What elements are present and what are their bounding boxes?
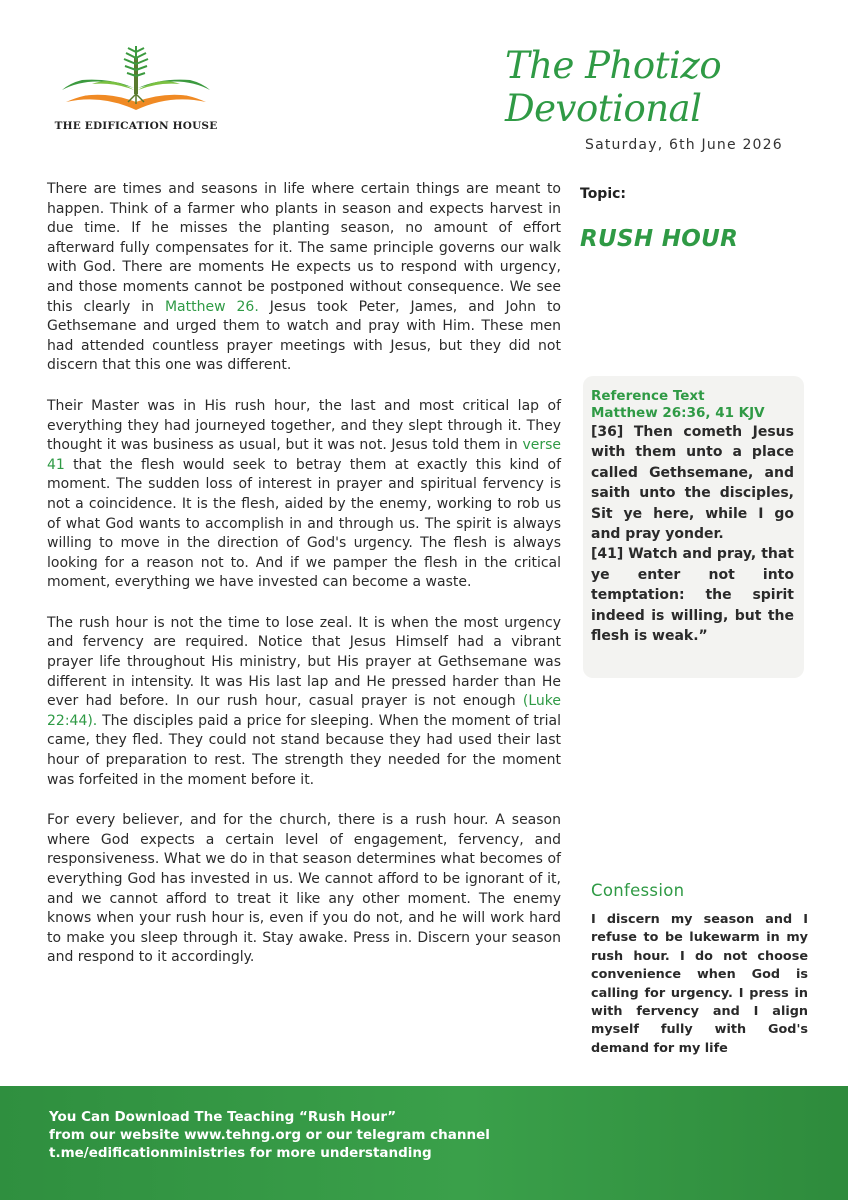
body-paragraph-4: For every believer, and for the church, there is a rush hour. A season where God expects a certain level of engagement, fervency, and responsiveness. What we do in that season determines what becomes of everything God has invested in us. We cannot afford to be ignorant of it, and we cannot afford to treat it like any other moment. The enemy knows when your rush hour is, even if you do not, and he will work hard to make you sleep through it. Stay awake. Press in. Discern your season and respond to it accordingly. bbox=[47, 812, 561, 966]
footer-banner bbox=[0, 1086, 848, 1200]
reference-label: Reference Text bbox=[591, 388, 705, 404]
footer-line-1: You Can Download The Teaching “Rush Hour” bbox=[49, 1109, 397, 1125]
reference-verse-41: [41] Watch and pray, that ye enter not into temptation: the spirit indeed is willing, but the flesh is weak.” bbox=[591, 546, 794, 645]
body-paragraph-3: The rush hour is not the time to lose zeal. It is when the most urgency and fervency are required. Notice that Jesus Himself had a vibrant prayer life throughout His ministry, but His prayer at Gethsemane was different in intensity. It was His last lap and He pressed harder than He ever had before. In our rush hour, casual prayer is not enough (Luke 22:44). The disciples paid a price for sleeping. When the moment of trial came, they fled. They could not stand because they had used their last hour of preparation to rest. The strength they needed for the moment was forfeited in the moment before it. bbox=[47, 614, 561, 788]
devotional-title: The Photizo Devotional bbox=[505, 44, 722, 130]
devotional-date: Saturday, 6th June 2026 bbox=[585, 137, 783, 153]
body-paragraph-1: There are times and seasons in life where certain things are meant to happen. Think of a farmer who plants in season and expects harvest in due time. If he misses the planting season, no amount of effort afterward fully compensates for it. The same principle governs our walk with God. There are moments He expects us to respond with urgency, and those moments cannot be postponed without consequence. We see this clearly in Matthew 26. Jesus took Peter, James, and John to Gethsemane and urged them to watch and pray with Him. These men had attended countless prayer meetings with Jesus, but they did not discern that this one was different. bbox=[47, 181, 561, 374]
topic-title: RUSH HOUR bbox=[580, 226, 739, 252]
edification-house-logo bbox=[52, 40, 220, 140]
devotional-body bbox=[47, 180, 561, 989]
reference-verse-36: [36] Then cometh Jesus with them unto a place called Gethsemane, and saith unto the disciples, Sit ye here, while I go and pray yonder. bbox=[591, 424, 794, 543]
tree-on-open-book-logo-icon bbox=[52, 40, 220, 120]
org-name: THE EDIFICATION HOUSE bbox=[54, 120, 218, 132]
scripture-link-luke-22-44: (Luke 22:44). bbox=[47, 693, 561, 729]
reference-text-box bbox=[583, 376, 804, 678]
footer-download-note bbox=[49, 1108, 569, 1162]
confession-title: Confession bbox=[591, 881, 685, 900]
footer-line-3: t.me/edificationministries for more understanding bbox=[49, 1145, 432, 1161]
topic-label: Topic: bbox=[580, 186, 627, 202]
reference-passage: Matthew 26:36, 41 KJV bbox=[591, 405, 765, 421]
scripture-link-verse-41: verse 41 bbox=[47, 437, 561, 473]
scripture-link-matthew-26: Matthew 26. bbox=[164, 298, 259, 315]
footer-line-2: from our website www.tehng.org or our telegram channel bbox=[49, 1127, 490, 1143]
body-paragraph-2: Their Master was in His rush hour, the last and most critical lap of everything they had journeyed together, and they slept through it. They thought it was business as usual, but it was not. Jesus told them in verse 41 that the flesh would seek to betray them at exactly this kind of moment. The sudden loss of interest in prayer and spiritual fervency is not a coincidence. It is the flesh, aided by the enemy, working to rob us of what God wants to accomplish in and through us. The spirit is always willing to move in the direction of God's urgency. The flesh is always looking for a reason not to. And if we pamper the flesh in the critical moment, everything we have invested can become a waste. bbox=[47, 397, 561, 591]
confession-text: I discern my season and I refuse to be lukewarm in my rush hour. I do not choose convenience when God is calling for urgency. I press in with fervency and I align myself fully with God's demand for my life bbox=[591, 912, 808, 1056]
